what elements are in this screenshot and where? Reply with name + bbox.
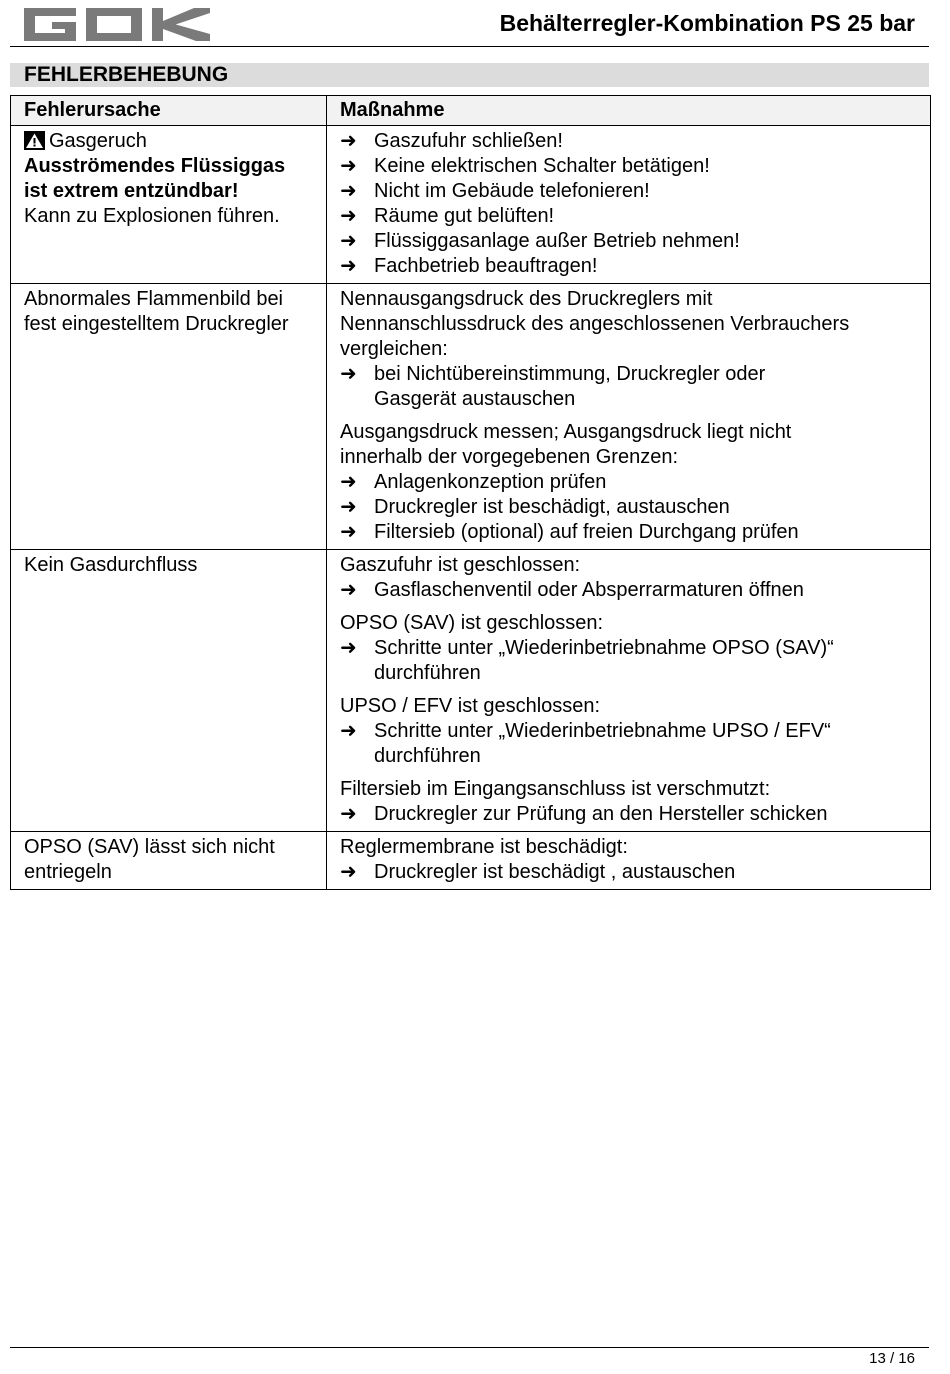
action-intro-line: Reglermembrane ist beschädigt:: [340, 836, 628, 858]
column-header-cause: Fehlerursache: [11, 96, 327, 126]
action-step: [340, 204, 922, 229]
action-step-text: Gasgerät austauschen: [374, 388, 576, 410]
arrow-icon: ➜: [340, 637, 357, 659]
cause-line: [24, 835, 318, 860]
cause-line: [24, 312, 318, 337]
cause-text: Kein Gasdurchfluss: [24, 554, 198, 576]
action-step-text: Fachbetrieb beauftragen!: [374, 255, 598, 277]
document-title: Behälterregler-Kombination PS 25 bar: [499, 10, 915, 36]
action-step-text: Gaszufuhr schließen!: [374, 130, 563, 152]
section-title: FEHLERBEHEBUNG: [24, 63, 229, 86]
cause-text: fest eingestelltem Druckregler: [24, 313, 289, 335]
cause-cell: [11, 550, 327, 832]
gok-logo: [24, 8, 210, 41]
cause-line: [24, 154, 318, 179]
action-step: [340, 860, 922, 885]
action-paragraph: [340, 777, 922, 827]
action-step-text: durchführen: [374, 662, 481, 684]
action-cell: [327, 832, 931, 890]
action-step: [340, 578, 922, 603]
arrow-icon: ➜: [340, 155, 357, 177]
action-step: [340, 179, 922, 204]
action-step: [340, 719, 922, 769]
action-step-text: Schritte unter „Wiederinbetriebnahme OPSO (SAV)“: [374, 637, 834, 659]
action-intro-line: Gaszufuhr ist geschlossen:: [340, 554, 581, 576]
action-step: [340, 229, 922, 254]
action-paragraph: [340, 287, 922, 412]
arrow-icon: ➜: [340, 861, 357, 883]
action-cell: [327, 126, 931, 284]
arrow-icon: ➜: [340, 130, 357, 152]
arrow-icon: ➜: [340, 205, 357, 227]
cause-text: Kann zu Explosionen führen.: [24, 205, 280, 227]
action-step-text: Druckregler ist beschädigt , austauschen: [374, 861, 736, 883]
arrow-icon: ➜: [340, 521, 357, 543]
cause-text: Abnormales Flammenbild bei: [24, 288, 284, 310]
action-step: [340, 362, 922, 412]
cause-line: [24, 860, 318, 885]
arrow-icon: ➜: [340, 255, 357, 277]
cause-text: ist extrem entzündbar!: [24, 180, 239, 202]
arrow-icon: ➜: [340, 496, 357, 518]
action-step-text: Schritte unter „Wiederinbetriebnahme UPSO / EFV“: [374, 720, 831, 742]
action-paragraph: [340, 611, 922, 686]
action-step-text: Keine elektrischen Schalter betätigen!: [374, 155, 710, 177]
table-row: [11, 126, 931, 284]
cause-line: [24, 204, 318, 229]
action-step-text: Räume gut belüften!: [374, 205, 555, 227]
table-header-row: [11, 96, 931, 126]
section-heading: [10, 63, 929, 87]
page-footer: [10, 1347, 929, 1367]
page-number: 13 / 16: [869, 1350, 915, 1367]
action-step-text: durchführen: [374, 745, 481, 767]
action-step: [340, 636, 922, 686]
action-step-text: Flüssiggasanlage außer Betrieb nehmen!: [374, 230, 740, 252]
arrow-icon: ➜: [340, 803, 357, 825]
action-step-text: Filtersieb (optional) auf freien Durchgang prüfen: [374, 521, 799, 543]
action-paragraph: [340, 835, 922, 885]
action-step-text: bei Nichtübereinstimmung, Druckregler oder: [374, 363, 766, 385]
action-step-text: Nicht im Gebäude telefonieren!: [374, 180, 650, 202]
arrow-icon: ➜: [340, 471, 357, 493]
action-step-text: Druckregler ist beschädigt, austauschen: [374, 496, 730, 518]
action-cell: [327, 550, 931, 832]
action-intro-line: Nennausgangsdruck des Druckreglers mit: [340, 288, 713, 310]
cause-text: Gasgeruch: [49, 130, 147, 152]
action-intro-line: UPSO / EFV ist geschlossen:: [340, 695, 601, 717]
table-row: [11, 550, 931, 832]
cause-text: Ausströmendes Flüssiggas: [24, 155, 286, 177]
cause-cell: [11, 832, 327, 890]
action-step: [340, 802, 922, 827]
cause-cell: [11, 126, 327, 284]
arrow-icon: ➜: [340, 363, 357, 385]
arrow-icon: ➜: [340, 720, 357, 742]
arrow-icon: ➜: [340, 579, 357, 601]
action-paragraph: [340, 420, 922, 545]
page-header: [10, 0, 929, 47]
action-step-text: Anlagenkonzeption prüfen: [374, 471, 607, 493]
table-row: [11, 832, 931, 890]
column-header-action: Maßnahme: [327, 96, 931, 126]
cause-line: [24, 553, 318, 578]
action-intro-line: OPSO (SAV) ist geschlossen:: [340, 612, 604, 634]
action-paragraph: [340, 553, 922, 603]
troubleshooting-table: [10, 95, 931, 890]
action-intro-line: Nennanschlussdruck des angeschlossenen Verbrauchers: [340, 313, 850, 335]
action-paragraph: [340, 694, 922, 769]
warning-icon: [24, 131, 45, 150]
table-row: [11, 284, 931, 550]
arrow-icon: ➜: [340, 180, 357, 202]
cause-cell: [11, 284, 327, 550]
action-intro-line: innerhalb der vorgegebenen Grenzen:: [340, 446, 679, 468]
cause-line: [24, 287, 318, 312]
action-intro-line: vergleichen:: [340, 338, 448, 360]
action-step: [340, 495, 922, 520]
action-step: [340, 154, 922, 179]
action-intro-line: Ausgangsdruck messen; Ausgangsdruck liegt nicht: [340, 421, 792, 443]
action-step: [340, 520, 922, 545]
cause-line: [24, 179, 318, 204]
cause-text: OPSO (SAV) lässt sich nicht: [24, 836, 275, 858]
action-intro-line: Filtersieb im Eingangsanschluss ist verschmutzt:: [340, 778, 771, 800]
action-step: [340, 254, 922, 279]
action-paragraph: [340, 129, 922, 279]
cause-text: entriegeln: [24, 861, 112, 883]
action-step-text: Gasflaschenventil oder Absperrarmaturen öffnen: [374, 579, 804, 601]
action-step: [340, 129, 922, 154]
arrow-icon: ➜: [340, 230, 357, 252]
action-step-text: Druckregler zur Prüfung an den Hersteller schicken: [374, 803, 828, 825]
cause-line: [24, 129, 318, 154]
action-cell: [327, 284, 931, 550]
action-step: [340, 470, 922, 495]
